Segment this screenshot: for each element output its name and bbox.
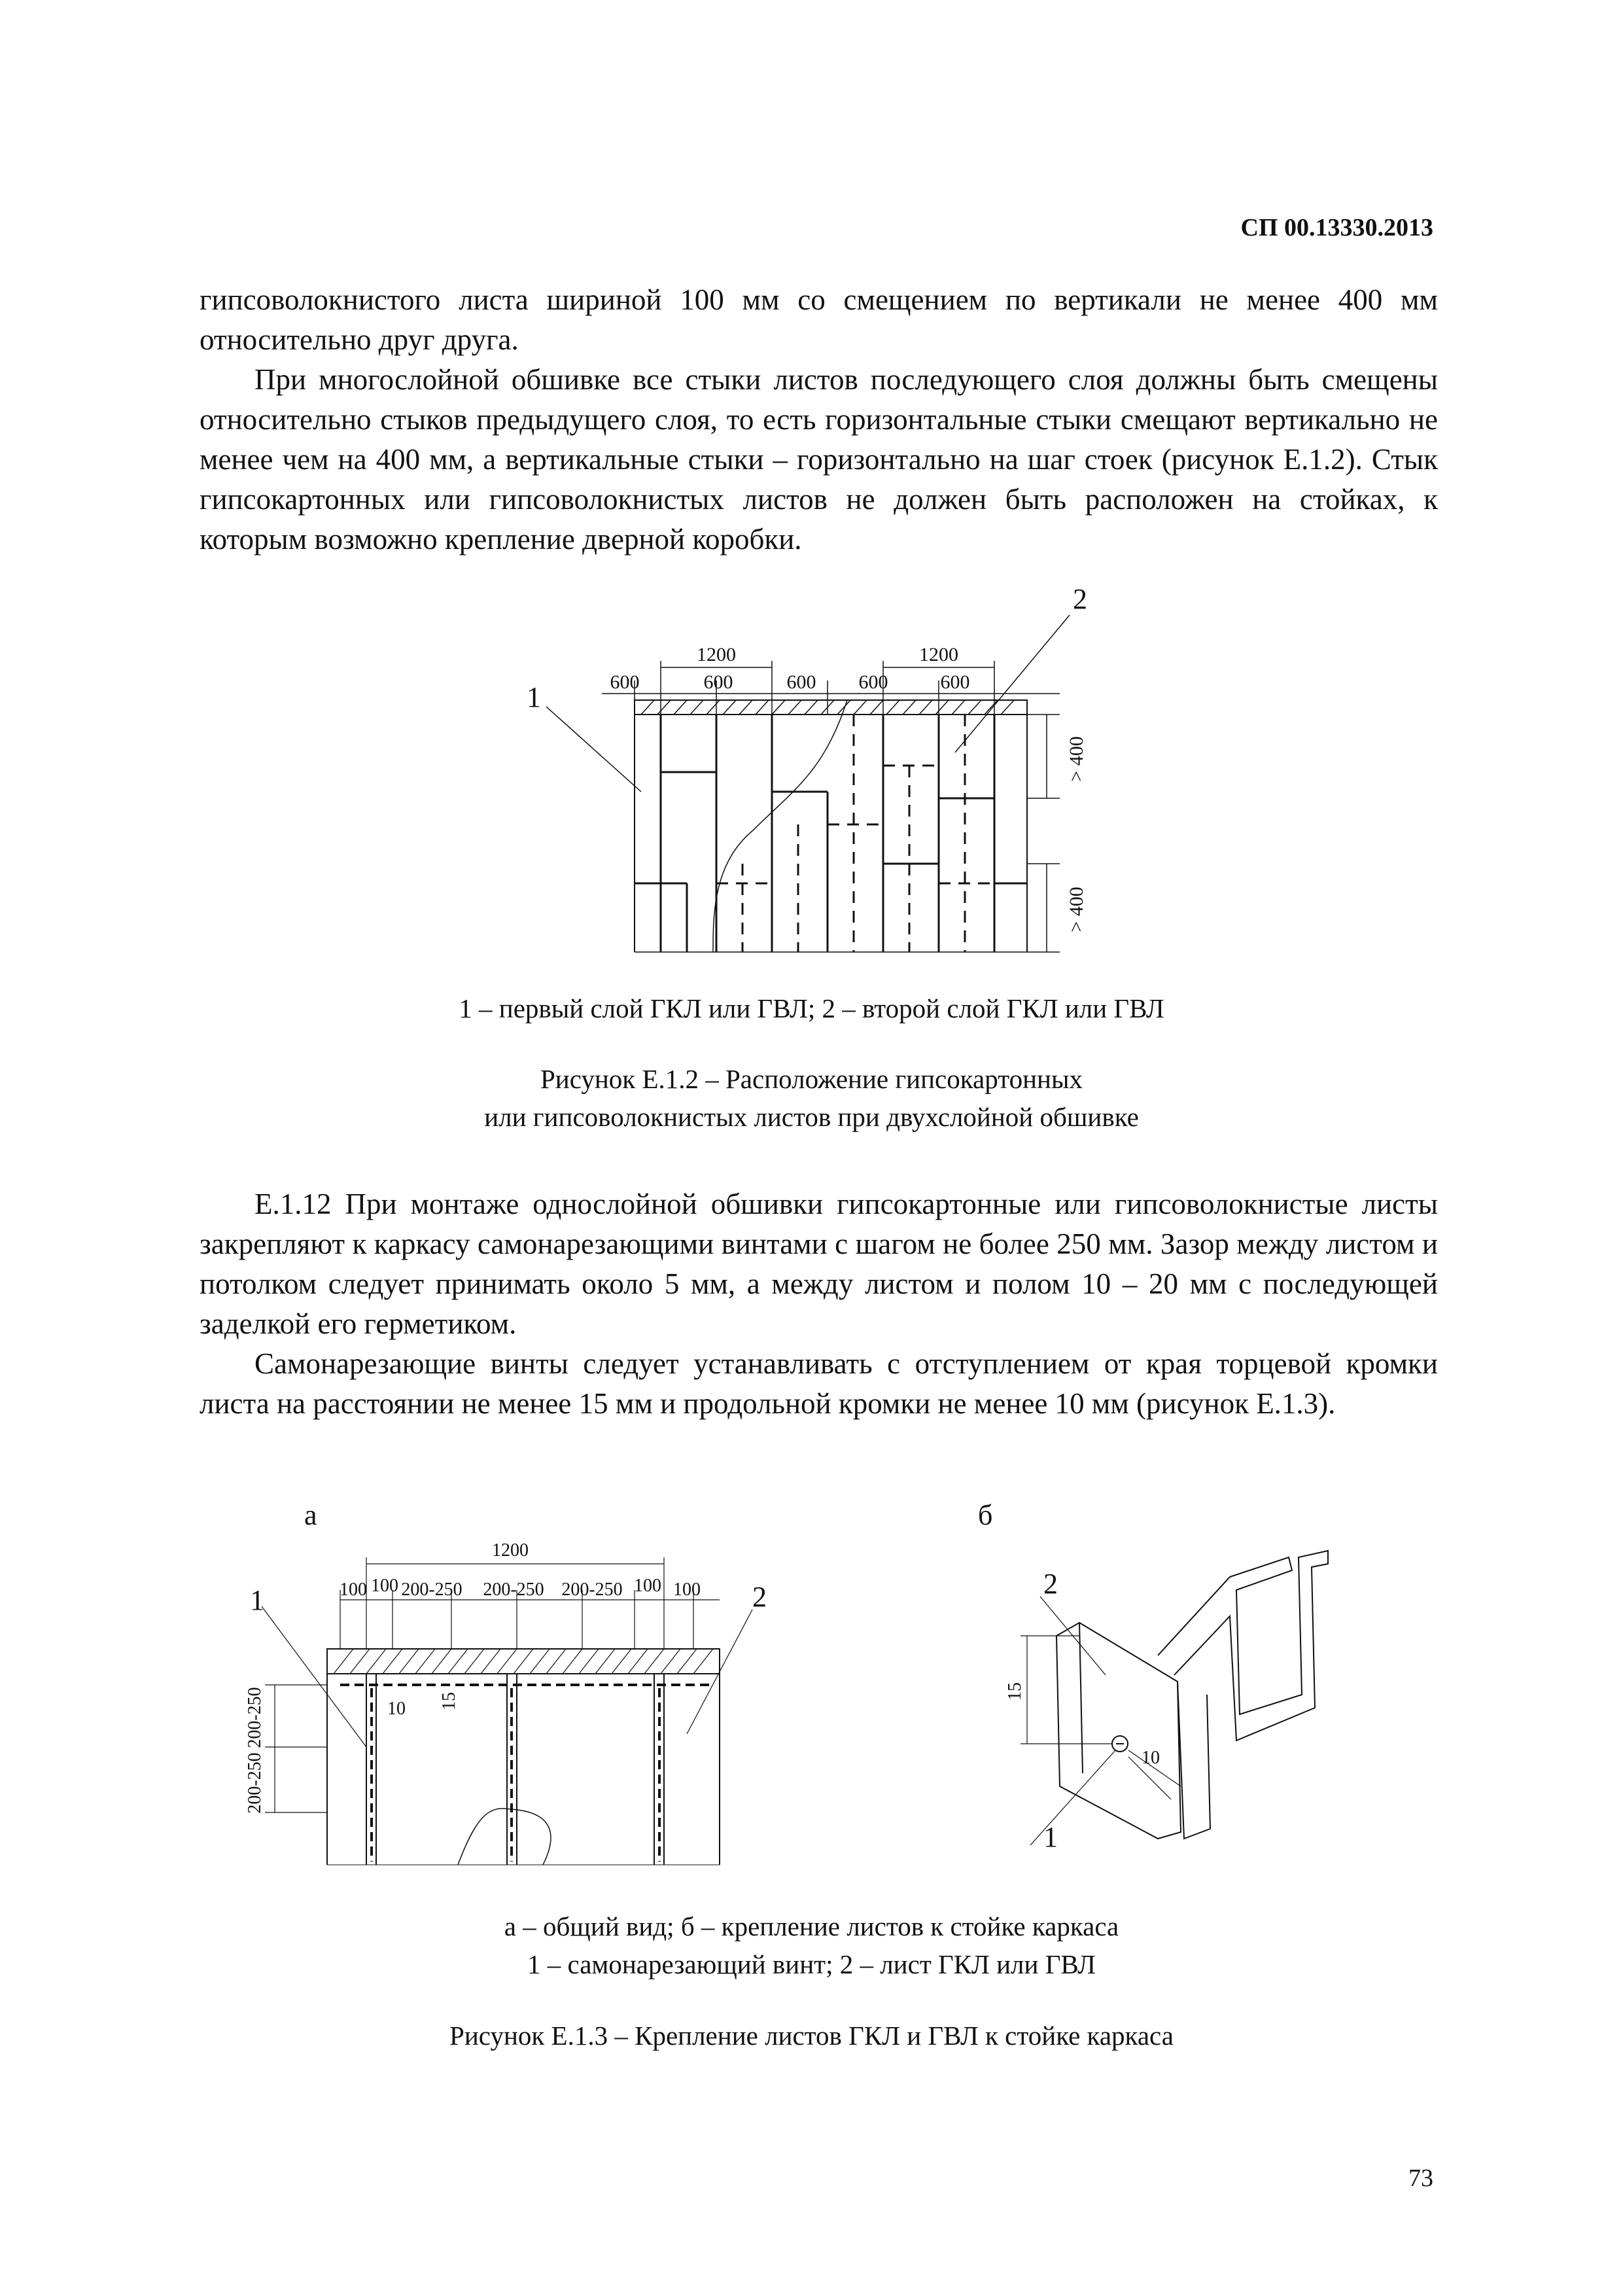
dim-600-e: 600 <box>940 671 970 693</box>
figure-e12-drawing <box>497 576 1151 981</box>
dim-200-250-b: 200-250 <box>483 1580 544 1600</box>
dim-200-250-a: 200-250 <box>401 1580 462 1600</box>
callout-1: 1 <box>527 681 541 713</box>
dim-600-b: 600 <box>703 671 733 693</box>
dim-gt400-bottom: > 400 <box>1066 887 1087 932</box>
figure-e12-caption-line1: Рисунок Е.1.2 – Расположение гипсокартонных <box>540 1064 1083 1094</box>
dim-1200: 1200 <box>492 1540 529 1561</box>
dim-gt400-top: > 400 <box>1066 736 1087 782</box>
dim-100-c: 100 <box>634 1576 661 1596</box>
dim-100-a: 100 <box>340 1580 367 1600</box>
dim-side-200-250-a: 200-250 <box>245 1687 265 1748</box>
paragraph-4: Самонарезающие винты следует устанавливать с отступлением от края торцевой кромки листа на расстоянии не менее 15 мм и продольной кромки не менее 10 мм (рисунок Е.1.3). <box>200 1347 1438 1420</box>
figure-label-a: а <box>304 1499 317 1531</box>
figure-label-b: б <box>978 1499 993 1531</box>
callout-2-b: 2 <box>1043 1568 1058 1600</box>
callout-1-a: 1 <box>250 1584 264 1616</box>
dim-10: 10 <box>387 1699 406 1719</box>
figure-e12-legend: 1 – первый слой ГКЛ или ГВЛ; 2 – второй слой ГКЛ или ГВЛ <box>459 993 1164 1023</box>
page-number: 73 <box>1408 2164 1433 2192</box>
detail-dim-10: 10 <box>1142 1748 1160 1768</box>
dim-1200-left: 1200 <box>697 644 736 665</box>
dim-600-a: 600 <box>610 671 640 693</box>
dim-600-c: 600 <box>786 671 816 693</box>
figure-e12-caption-line2: или гипсоволокнистых листов при двухслойной обшивке <box>484 1102 1139 1132</box>
detail-dim-15: 15 <box>1005 1682 1025 1701</box>
figure-e13-legend-line1: а – общий вид; б – крепление листов к стойке каркаса <box>504 1911 1119 1941</box>
paragraph-3: Е.1.12 При монтаже однослойной обшивки гипсокартонные или гипсоволокнистые листы закрепляют к каркасу самонарезающими винтами с шагом не более 250 мм. Зазор между листом и потолком следует принимать около 5 мм, а между листом и полом 10 – 20 мм с последующей заделкой его герметиком. <box>200 1188 1438 1340</box>
figure-e13-caption: Рисунок Е.1.3 – Крепление листов ГКЛ и ГВЛ к стойке каркаса <box>449 2021 1174 2051</box>
figure-e13b-drawing <box>949 1498 1354 1865</box>
paragraph-2: При многослойной обшивке все стыки листов последующего слоя должны быть смещены относительно стыков предыдущего слоя, то есть горизонтальные стыки смещают вертикально не менее чем на 400 мм, а вертикальные стыки – горизонтально на шаг стоек (рисунок Е.1.2). Стык гипсокартонных или гипсоволокнистых листов не должен быть расположен на стойках, к которым возможно крепление дверной коробки. <box>200 363 1438 556</box>
document-code: СП 00.13330.2013 <box>1240 214 1433 241</box>
dim-side-200-250-b: 200-250 <box>245 1752 265 1814</box>
dim-100-b: 100 <box>371 1576 398 1596</box>
figure-e13a-drawing <box>236 1498 772 1891</box>
dim-15: 15 <box>439 1692 459 1710</box>
callout-2-a: 2 <box>752 1581 767 1613</box>
figure-e13-legend-line2: 1 – самонарезающий винт; 2 – лист ГКЛ или ГВЛ <box>527 1949 1096 1979</box>
dim-100-d: 100 <box>673 1580 701 1600</box>
dim-600-d: 600 <box>858 671 888 693</box>
dim-200-250-c: 200-250 <box>561 1580 623 1600</box>
callout-2: 2 <box>1073 583 1087 615</box>
callout-1-b: 1 <box>1043 1821 1058 1853</box>
paragraph-1: гипсоволокнистого листа шириной 100 мм со смещением по вертикали не менее 400 мм относительно друг друга. <box>200 283 1438 356</box>
dim-1200-right: 1200 <box>919 644 958 665</box>
